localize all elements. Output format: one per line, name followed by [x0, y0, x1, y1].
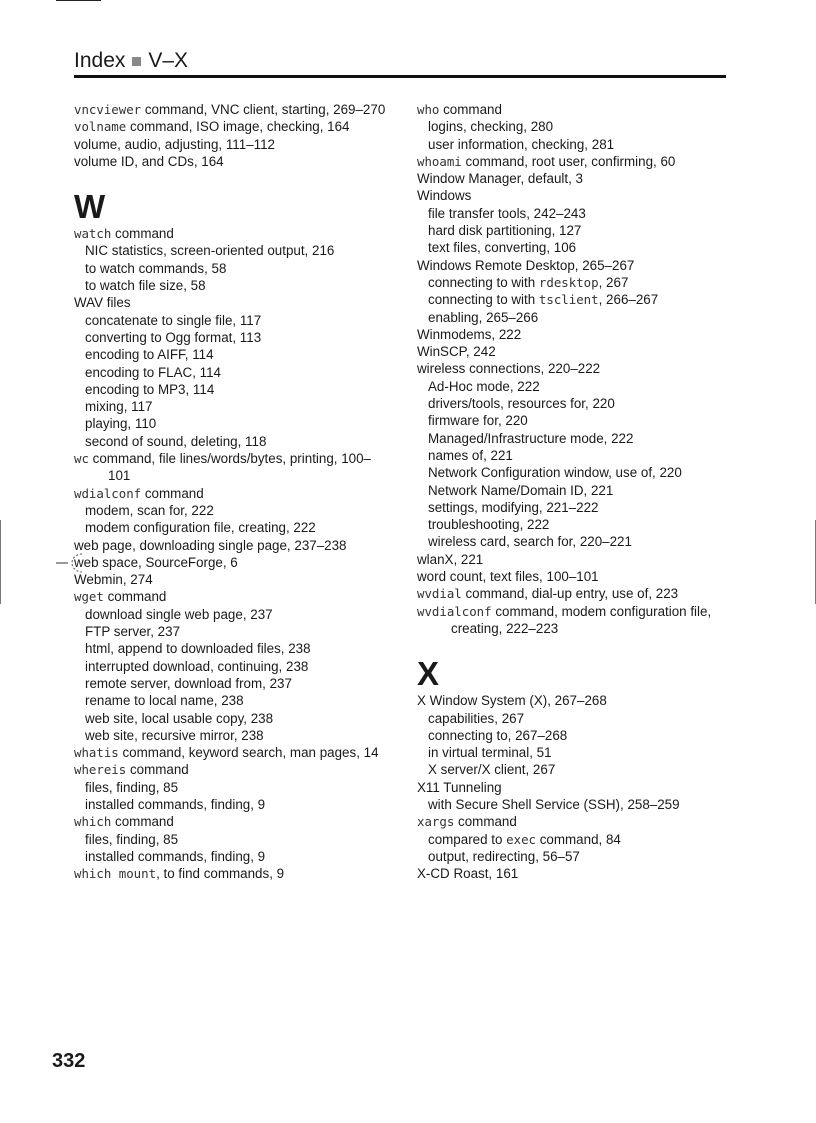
entry-text: encoding to MP3, 114 — [85, 381, 215, 397]
section-letter-x: X — [417, 655, 440, 693]
index-subentry — [417, 378, 727, 395]
index-entry — [417, 865, 727, 882]
entry-text: download single web page, 237 — [85, 606, 273, 622]
entry-text: command — [439, 102, 502, 117]
index-subentry — [417, 516, 727, 533]
command-name: xargs — [417, 814, 455, 830]
index-entry — [417, 568, 727, 585]
index-subentry — [74, 398, 392, 415]
index-entry — [74, 136, 392, 153]
index-subentry — [417, 222, 727, 239]
index-subentry — [417, 447, 727, 464]
entry-text: command — [454, 814, 517, 830]
entry-text: installed commands, finding, 9 — [85, 796, 266, 812]
command-name: whereis — [74, 762, 127, 778]
header-title: Index — [74, 49, 126, 72]
index-subentry — [74, 277, 392, 294]
entry-text: Windows Remote Desktop, 265–267 — [417, 257, 635, 273]
index-entry — [74, 537, 392, 554]
index-subentry — [417, 533, 727, 550]
index-subentry — [417, 395, 727, 412]
index-entry — [417, 326, 727, 343]
command-name: wc — [74, 451, 89, 467]
running-header — [74, 48, 726, 78]
entry-text: enabling, 265–266 — [428, 309, 539, 325]
index-entry — [74, 153, 392, 170]
index-subentry — [74, 502, 392, 519]
w-entries-continued — [417, 101, 727, 637]
entry-text: concatenate to single file, 117 — [85, 312, 262, 328]
index-subentry — [74, 242, 392, 259]
entry-text: X11 Tunneling — [417, 779, 502, 795]
entry-text: WAV files — [74, 295, 131, 311]
command-name: vncviewer — [74, 102, 142, 117]
entry-text: logins, checking, 280 — [428, 119, 554, 135]
entry-text: settings, modifying, 221–222 — [428, 499, 599, 515]
entry-text: in virtual terminal, 51 — [428, 745, 552, 761]
entry-text: , 266–267 — [598, 292, 659, 308]
command-name: watch — [74, 226, 112, 242]
entry-text: FTP server, 237 — [85, 624, 181, 640]
index-subentry — [417, 205, 727, 222]
index-subentry — [74, 329, 392, 346]
entry-text: capabilities, 267 — [428, 710, 525, 726]
entry-text: X-CD Roast, 161 — [417, 866, 519, 882]
entry-text: web page, downloading single page, 237–238 — [74, 537, 347, 553]
entry-text: with Secure Shell Service (SSH), 258–259 — [428, 796, 680, 812]
index-subentry — [74, 415, 392, 432]
entry-text: command, dial-up entry, use of, 223 — [461, 586, 679, 602]
entry-text: encoding to FLAC, 114 — [85, 364, 221, 380]
index-subentry — [74, 519, 392, 536]
index-subentry — [74, 779, 392, 796]
index-subentry — [417, 796, 727, 813]
index-subentry — [417, 412, 727, 429]
index-subentry — [417, 136, 727, 153]
entry-text: command — [126, 762, 189, 778]
index-subentry — [74, 364, 392, 381]
entry-text: rename to local name, 238 — [85, 693, 244, 709]
index-subentry — [74, 796, 392, 813]
index-subentry — [417, 727, 727, 744]
index-subentry — [417, 464, 727, 481]
entry-text: modem, scan for, 222 — [85, 502, 214, 518]
entry-text: file transfer tools, 242–243 — [428, 205, 586, 221]
index-subentry — [417, 430, 727, 447]
entry-text: X Window System (X), 267–268 — [417, 693, 607, 709]
entry-text: command, root user, confirming, 60 — [461, 153, 676, 169]
entry-text: wlanX, 221 — [417, 551, 484, 567]
entry-text: Webmin, 274 — [74, 572, 153, 588]
w-entries — [74, 225, 392, 882]
index-subentry — [74, 831, 392, 848]
entry-text: web site, local usable copy, 238 — [85, 710, 274, 726]
entry-text: encoding to AIFF, 114 — [85, 347, 214, 363]
entry-text: wireless connections, 220–222 — [417, 361, 601, 377]
entry-text: output, redirecting, 56–57 — [428, 848, 580, 864]
index-subentry — [74, 848, 392, 865]
entry-text: Windows — [417, 188, 472, 204]
entry-text: to watch file size, 58 — [85, 278, 206, 294]
index-entry — [74, 571, 392, 588]
entry-text: drivers/tools, resources for, 220 — [428, 396, 615, 412]
index-entry — [74, 554, 392, 571]
crop-mark-left — [0, 520, 1, 604]
entry-text: playing, 110 — [85, 416, 157, 432]
command-name: rdesktop — [538, 274, 599, 290]
entry-text: web space, SourceForge, 6 — [74, 554, 238, 570]
entry-text: remote server, download from, 237 — [85, 675, 292, 691]
entry-text: text files, converting, 106 — [428, 240, 577, 256]
header-text — [74, 48, 726, 74]
header-range: V–X — [148, 49, 189, 72]
entry-text: Window Manager, default, 3 — [417, 171, 583, 187]
entry-text: files, finding, 85 — [85, 779, 179, 795]
index-entry — [74, 588, 392, 605]
entry-text: Winmodems, 222 — [417, 326, 522, 342]
index-subentry — [74, 346, 392, 363]
crop-mark-top — [56, 0, 101, 1]
page-number: 332 — [52, 1050, 86, 1072]
index-entry — [417, 551, 727, 568]
entry-text: command, keyword search, man pages, 14 — [118, 745, 379, 761]
index-entry — [417, 360, 727, 377]
index-subentry — [74, 710, 392, 727]
entry-text: firmware for, 220 — [428, 413, 528, 429]
entry-text: volume ID, and CDs, 164 — [74, 153, 224, 169]
index-entry — [74, 485, 392, 502]
index-entry — [417, 170, 727, 187]
entry-text: word count, text files, 100–101 — [417, 569, 599, 585]
entry-text: command, ISO image, checking, 164 — [126, 119, 350, 135]
command-name: which — [74, 814, 112, 830]
entry-text: to watch commands, 58 — [85, 260, 227, 276]
index-entry — [74, 118, 392, 135]
index-subentry — [417, 710, 727, 727]
entry-text: X server/X client, 267 — [428, 762, 556, 778]
entry-text: names of, 221 — [428, 447, 513, 463]
entry-text: modem configuration file, creating, 222 — [85, 520, 316, 536]
index-subentry — [417, 499, 727, 516]
index-entry — [74, 450, 392, 485]
command-name: wvdialconf — [417, 603, 492, 619]
index-subentry — [74, 640, 392, 657]
index-subentry — [417, 274, 727, 291]
entry-text: command — [103, 589, 167, 605]
index-subentry — [417, 309, 727, 326]
entry-text: web site, recursive mirror, 238 — [85, 727, 264, 743]
entry-text: installed commands, finding, 9 — [85, 848, 266, 864]
entry-text: , 267 — [598, 274, 629, 290]
index-entry — [74, 813, 392, 830]
index-column-left — [74, 101, 392, 882]
index-subentry — [74, 260, 392, 277]
index-entry — [417, 779, 727, 796]
index-subentry — [74, 312, 392, 329]
entry-text: NIC statistics, screen-oriented output, 216 — [85, 243, 335, 259]
entry-text: command, VNC client, starting, 269–270 — [141, 102, 386, 117]
index-entry — [74, 865, 392, 882]
entry-text: compared to — [428, 831, 507, 847]
index-entry — [417, 101, 727, 118]
entry-text: command — [111, 814, 174, 830]
entry-text: mixing, 117 — [85, 399, 153, 415]
index-subentry — [417, 761, 727, 778]
entry-text: connecting to with — [428, 292, 539, 308]
entry-text: Managed/Infrastructure mode, 222 — [428, 430, 634, 446]
index-subentry — [417, 239, 727, 256]
index-entry — [417, 153, 727, 170]
entry-text: WinSCP, 242 — [417, 344, 496, 360]
square-bullet-icon — [132, 57, 141, 66]
index-subentry — [74, 692, 392, 709]
index-entry — [417, 692, 727, 709]
index-entry — [74, 761, 392, 778]
index-entry — [417, 343, 727, 360]
entry-text: user information, checking, 281 — [428, 136, 615, 152]
index-subentry — [417, 118, 727, 135]
entry-text: interrupted download, continuing, 238 — [85, 658, 309, 674]
entry-text: Network Configuration window, use of, 220 — [428, 465, 682, 481]
command-name: tsclient — [538, 292, 599, 308]
entry-text: command, modem configuration file, creating, 222–223 — [451, 603, 712, 636]
index-entry — [74, 744, 392, 761]
entry-text: hard disk partitioning, 127 — [428, 223, 582, 239]
entry-text: command, file lines/words/bytes, printing, 100–101 — [88, 451, 372, 484]
index-subentry — [74, 727, 392, 744]
command-name: wget — [74, 589, 104, 605]
index-subentry — [74, 433, 392, 450]
index-subentry — [74, 381, 392, 398]
entry-text: Ad-Hoc mode, 222 — [428, 378, 540, 394]
entry-text: connecting to, 267–268 — [428, 727, 568, 743]
v-entries — [74, 101, 392, 170]
entry-text: wireless card, search for, 220–221 — [428, 534, 632, 550]
index-subentry — [417, 848, 727, 865]
entry-text: command — [141, 485, 204, 501]
index-subentry — [74, 658, 392, 675]
index-entry — [74, 225, 392, 242]
index-subentry — [74, 623, 392, 640]
index-entry — [417, 603, 727, 638]
section-letter-w: W — [74, 188, 106, 226]
entry-text: command, 84 — [536, 831, 621, 847]
index-subentry — [74, 606, 392, 623]
command-name: wdialconf — [74, 485, 142, 501]
command-name: which mount — [74, 866, 157, 882]
command-name: exec — [506, 831, 536, 847]
entry-text: volume, audio, adjusting, 111–112 — [74, 136, 276, 152]
command-name: whoami — [417, 153, 462, 169]
entry-text: second of sound, deleting, 118 — [85, 433, 267, 449]
index-entry — [417, 187, 727, 204]
index-entry — [417, 585, 727, 602]
command-name: volname — [74, 119, 127, 135]
index-entry — [74, 101, 392, 118]
x-entries — [417, 692, 727, 882]
header-rule — [74, 75, 726, 78]
entry-text: html, append to downloaded files, 238 — [85, 641, 311, 657]
entry-text: converting to Ogg format, 113 — [85, 329, 262, 345]
index-column-right — [417, 101, 727, 882]
entry-text: Network Name/Domain ID, 221 — [428, 482, 614, 498]
command-name: wvdial — [417, 586, 462, 602]
index-subentry — [417, 831, 727, 848]
command-name: whatis — [74, 745, 119, 761]
entry-text: , to find commands, 9 — [156, 866, 285, 882]
index-entry — [417, 257, 727, 274]
entry-text: troubleshooting, 222 — [428, 517, 550, 533]
index-subentry — [74, 675, 392, 692]
entry-text: files, finding, 85 — [85, 831, 179, 847]
command-name: who — [417, 102, 440, 117]
index-subentry — [417, 744, 727, 761]
entry-text: command — [111, 226, 174, 242]
entry-text: connecting to with — [428, 274, 539, 290]
index-entry — [74, 294, 392, 311]
index-subentry — [417, 482, 727, 499]
index-entry — [417, 813, 727, 830]
index-subentry — [417, 291, 727, 308]
